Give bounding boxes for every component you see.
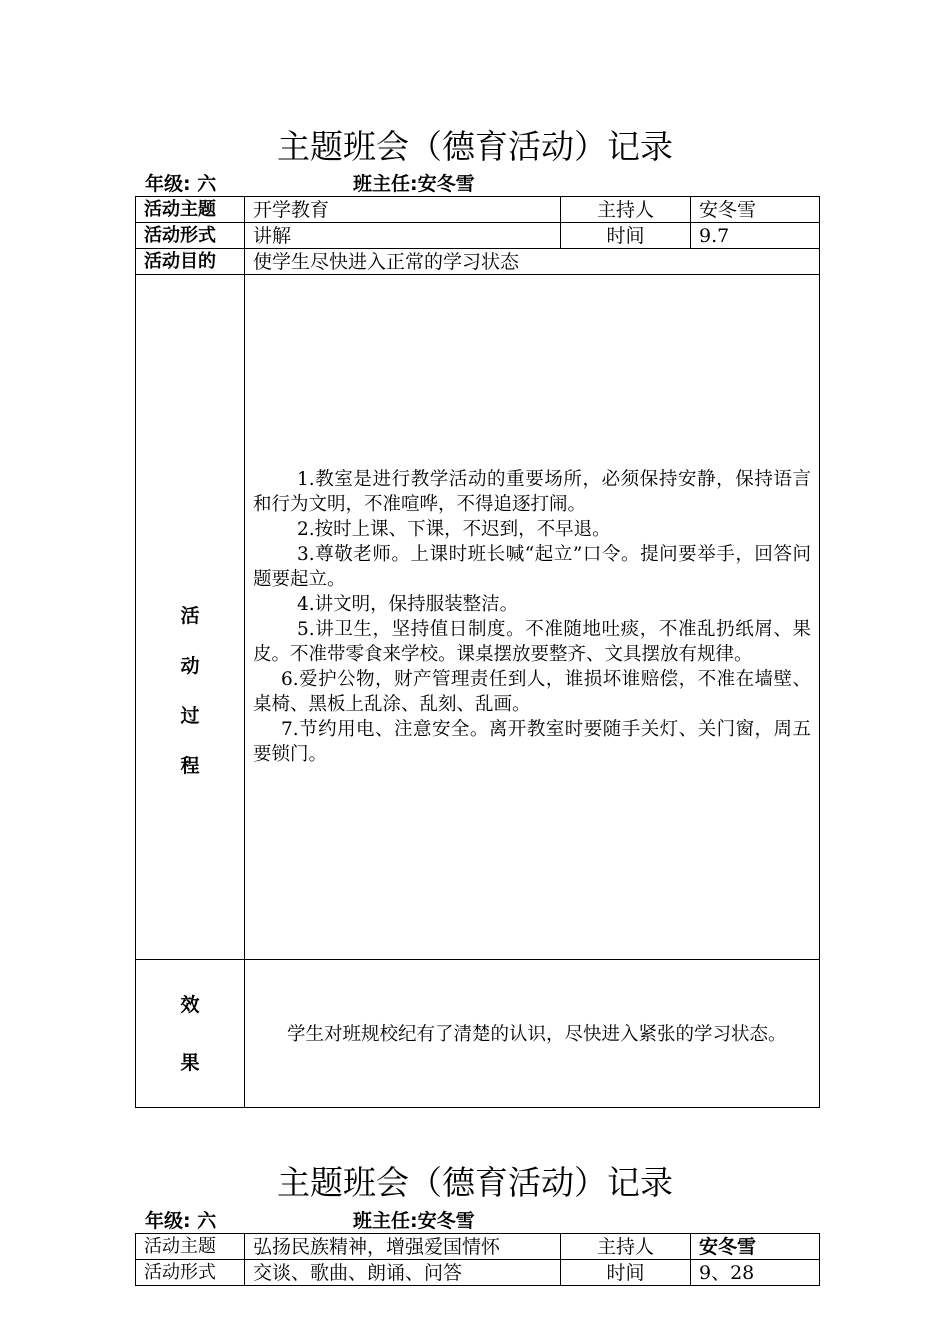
theme-row	[136, 1234, 820, 1260]
form-value: 讲解	[245, 223, 561, 249]
process-item: 3.尊敬老师。上课时班长喊“起立”口令。提问要举手，回答问题要起立。	[253, 544, 811, 590]
process-item: 5.讲卫生，坚持值日制度。不准随地吐痰，不准乱扔纸屑、果皮。不准带零食来学校。课桌摆放要整齐、文具摆放有规律。	[253, 619, 811, 665]
process-label-char: 活	[180, 605, 200, 627]
form-label: 活动形式	[136, 223, 245, 249]
record2-grade: 年级: 六	[145, 1210, 217, 1232]
theme-label: 活动主题	[136, 1234, 245, 1260]
time-value: 9、28	[691, 1260, 820, 1286]
effect-content	[245, 960, 820, 1108]
theme-row	[136, 197, 820, 223]
process-content	[245, 275, 820, 960]
effect-text: 学生对班规校纪有了清楚的认识，尽快进入紧张的学习状态。	[287, 1024, 787, 1045]
effect-label	[136, 960, 245, 1108]
process-label	[136, 275, 245, 960]
form-row	[136, 1260, 820, 1286]
process-item: 2.按时上课、下课，不迟到，不早退。	[297, 519, 611, 540]
effect-label-char: 效	[180, 993, 200, 1016]
host-label: 主持人	[561, 197, 691, 223]
process-item: 6.爱护公物，财产管理责任到人，谁损坏谁赔偿，不准在墙壁、桌椅、黑板上乱涂、乱刻、乱画。	[253, 669, 811, 715]
host-value: 安冬雪	[691, 197, 820, 223]
effect-label-char: 果	[180, 1051, 200, 1074]
record1-teacher: 班主任:安冬雪	[353, 173, 475, 195]
time-label: 时间	[561, 1260, 691, 1286]
theme-value: 弘扬民族精神，增强爱国情怀	[245, 1234, 561, 1260]
host-value: 安冬雪	[691, 1234, 820, 1260]
record1-table	[135, 196, 820, 1108]
theme-label: 活动主题	[136, 197, 245, 223]
record2-title: 主题班会（德育活动）记录	[277, 1163, 673, 1202]
process-label-char: 过	[180, 705, 200, 727]
effect-row	[136, 960, 820, 1108]
record1-title: 主题班会（德育活动）记录	[277, 127, 673, 166]
process-item: 7.节约用电、注意安全。离开教室时要随手关灯、关门窗，周五要锁门。	[253, 719, 811, 765]
record2-teacher: 班主任:安冬雪	[353, 1210, 475, 1232]
process-item: 4.讲文明，保持服装整洁。	[297, 594, 519, 615]
process-label-char: 程	[180, 755, 200, 777]
form-label: 活动形式	[136, 1260, 245, 1286]
form-value: 交谈、歌曲、朗诵、问答	[245, 1260, 561, 1286]
process-row	[136, 275, 820, 960]
record1-grade: 年级: 六	[145, 173, 217, 195]
time-value: 9.7	[691, 223, 820, 249]
purpose-value: 使学生尽快进入正常的学习状态	[245, 249, 820, 275]
purpose-label: 活动目的	[136, 249, 245, 275]
form-row	[136, 223, 820, 249]
theme-value: 开学教育	[245, 197, 561, 223]
process-item: 1.教室是进行教学活动的重要场所，必须保持安静，保持语言和行为文明，不准喧哗，不得追逐打闹。	[253, 469, 811, 515]
record2-table	[135, 1233, 820, 1286]
purpose-row	[136, 249, 820, 275]
time-label: 时间	[561, 223, 691, 249]
process-label-char: 动	[180, 655, 200, 677]
host-label: 主持人	[561, 1234, 691, 1260]
